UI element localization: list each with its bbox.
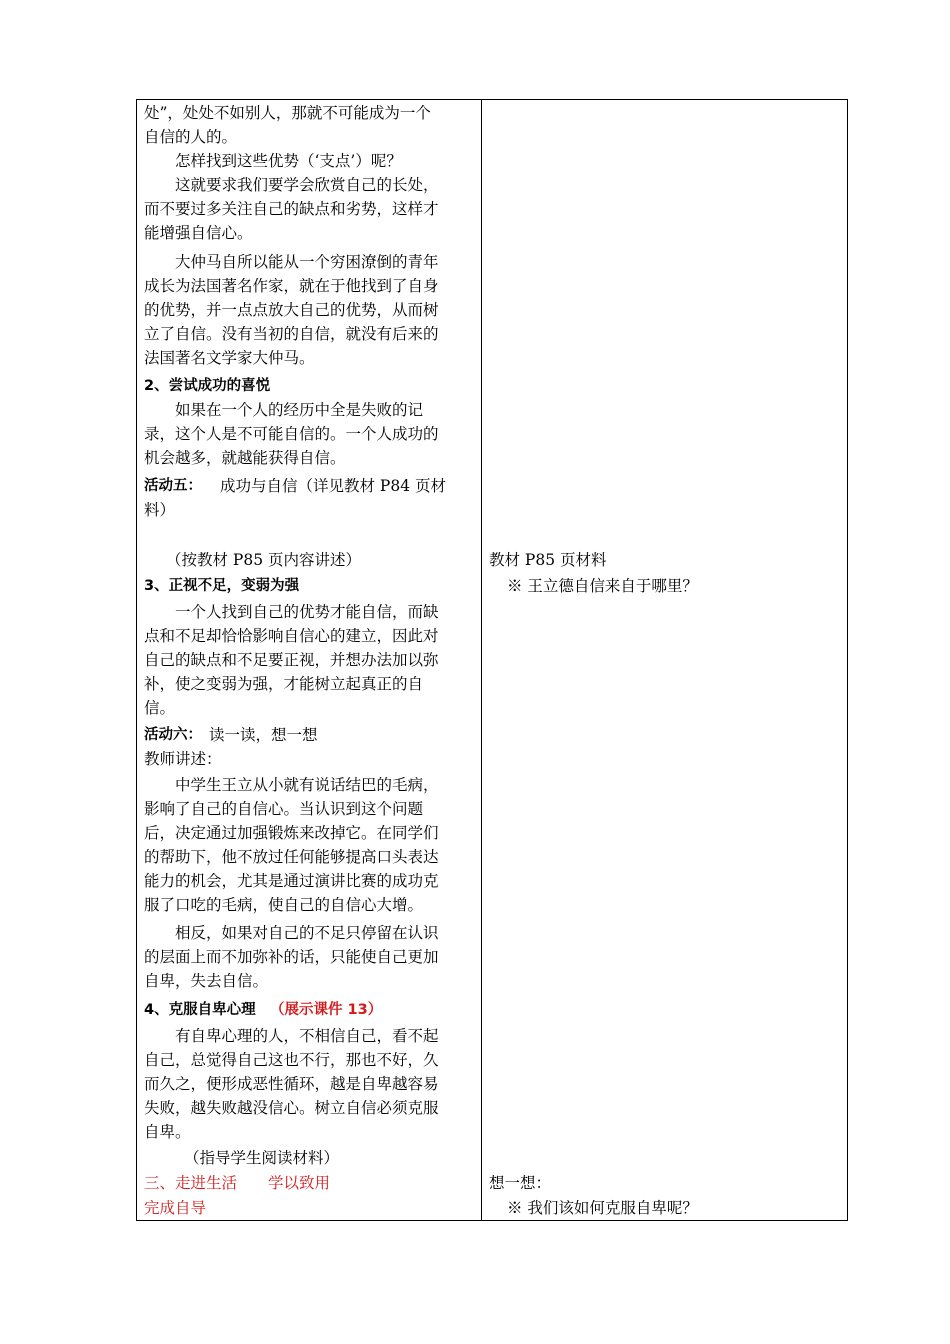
section-heading: 3、正视不足，变弱为强 bbox=[144, 578, 300, 594]
text-line: 中学生王立从小就有说话结巴的毛病， bbox=[175, 776, 439, 794]
text-line: 能增强自信心。 bbox=[144, 224, 253, 242]
text-line: 影响了自己的自信心。当认识到这个问题 bbox=[144, 800, 424, 818]
text-line: 料） bbox=[144, 501, 176, 519]
text-line: 自己，总觉得自己这也不行，那也不好，久 bbox=[144, 1051, 439, 1069]
courseware-note: （展示课件 13） bbox=[270, 1002, 383, 1018]
text-line: 有自卑心理的人，不相信自己，看不起 bbox=[175, 1027, 439, 1045]
text-line: 的优势，并一点点放大自己的优势，从而树 bbox=[144, 301, 439, 319]
text-line: 相反，如果对自己的不足只停留在认识 bbox=[175, 924, 439, 942]
question-line: ※ 我们该如何克服自卑呢？ bbox=[507, 1199, 698, 1217]
text-line: 点和不足却恰恰影响自信心的建立，因此对 bbox=[144, 627, 439, 645]
text-line: 服了口吃的毛病，使自己的自信心大增。 bbox=[144, 896, 424, 914]
text-line: 教师讲述： bbox=[144, 750, 222, 768]
text-line: 的帮助下，他不放过任何能够提高口头表达 bbox=[144, 848, 439, 866]
text-line: 如果在一个人的经历中全是失败的记 bbox=[175, 401, 424, 419]
section-heading: 4、克服自卑心理 bbox=[144, 1002, 256, 1018]
note-line: 教材 P85 页材料 bbox=[489, 551, 607, 569]
text-line: 处”，处处不如别人，那就不可能成为一个 bbox=[144, 104, 431, 122]
text-line: 机会越多，就越能获得自信。 bbox=[144, 449, 346, 467]
activity-label: 活动六： bbox=[144, 727, 202, 743]
text-line: 成功与自信（详见教材 P84 页材 bbox=[220, 477, 447, 495]
section-subheading-red: 完成自导 bbox=[144, 1199, 207, 1217]
text-line: （指导学生阅读材料） bbox=[184, 1149, 340, 1167]
text-line: 读一读，想一想 bbox=[209, 726, 318, 744]
text-line: 法国著名文学家大仲马。 bbox=[144, 349, 315, 367]
question-line: ※ 王立德自信来自于哪里？ bbox=[507, 577, 698, 595]
text-line: 成长为法国著名作家，就在于他找到了自身 bbox=[144, 277, 439, 295]
text-line: 补，使之变弱为强，才能树立起真正的自 bbox=[144, 675, 424, 693]
text-line: 大仲马自所以能从一个穷困潦倒的青年 bbox=[175, 253, 439, 271]
text-line: （按教材 P85 页内容讲述） bbox=[166, 551, 362, 569]
text-line: 而久之，便形成恶性循环，越是自卑越容易 bbox=[144, 1075, 439, 1093]
text-line: 自卑，失去自信。 bbox=[144, 972, 269, 990]
section-heading: 2、尝试成功的喜悦 bbox=[144, 378, 271, 394]
text-line: 怎样找到这些优势（‘支点’）呢？ bbox=[175, 152, 402, 170]
note-line: 想一想： bbox=[489, 1174, 552, 1192]
text-line: 而不要过多关注自己的缺点和劣势，这样才 bbox=[144, 200, 439, 218]
text-line: 信。 bbox=[144, 699, 176, 717]
text-line: 能力的机会，尤其是通过演讲比赛的成功克 bbox=[144, 872, 439, 890]
section-heading-red: 三、走进生活 学以致用 bbox=[144, 1174, 331, 1192]
text-line: 失败，越失败越没信心。树立自信必须克服 bbox=[144, 1099, 439, 1117]
text-line: 自卑。 bbox=[144, 1123, 191, 1141]
text-line: 立了自信。没有当初的自信，就没有后来的 bbox=[144, 325, 439, 343]
text-line: 自信的人的。 bbox=[144, 128, 238, 146]
text-line: 的层面上而不加弥补的话，只能使自己更加 bbox=[144, 948, 439, 966]
text-line: 后，决定通过加强锻炼来改掉它。在同学们 bbox=[144, 824, 439, 842]
text-line: 这就要求我们要学会欣赏自己的长处， bbox=[175, 176, 439, 194]
column-divider bbox=[481, 99, 482, 1221]
activity-label: 活动五： bbox=[144, 478, 202, 494]
text-line: 录，这个人是不可能自信的。一个人成功的 bbox=[144, 425, 439, 443]
text-line: 一个人找到自己的优势才能自信，而缺 bbox=[175, 603, 439, 621]
text-line: 自己的缺点和不足要正视，并想办法加以弥 bbox=[144, 651, 439, 669]
